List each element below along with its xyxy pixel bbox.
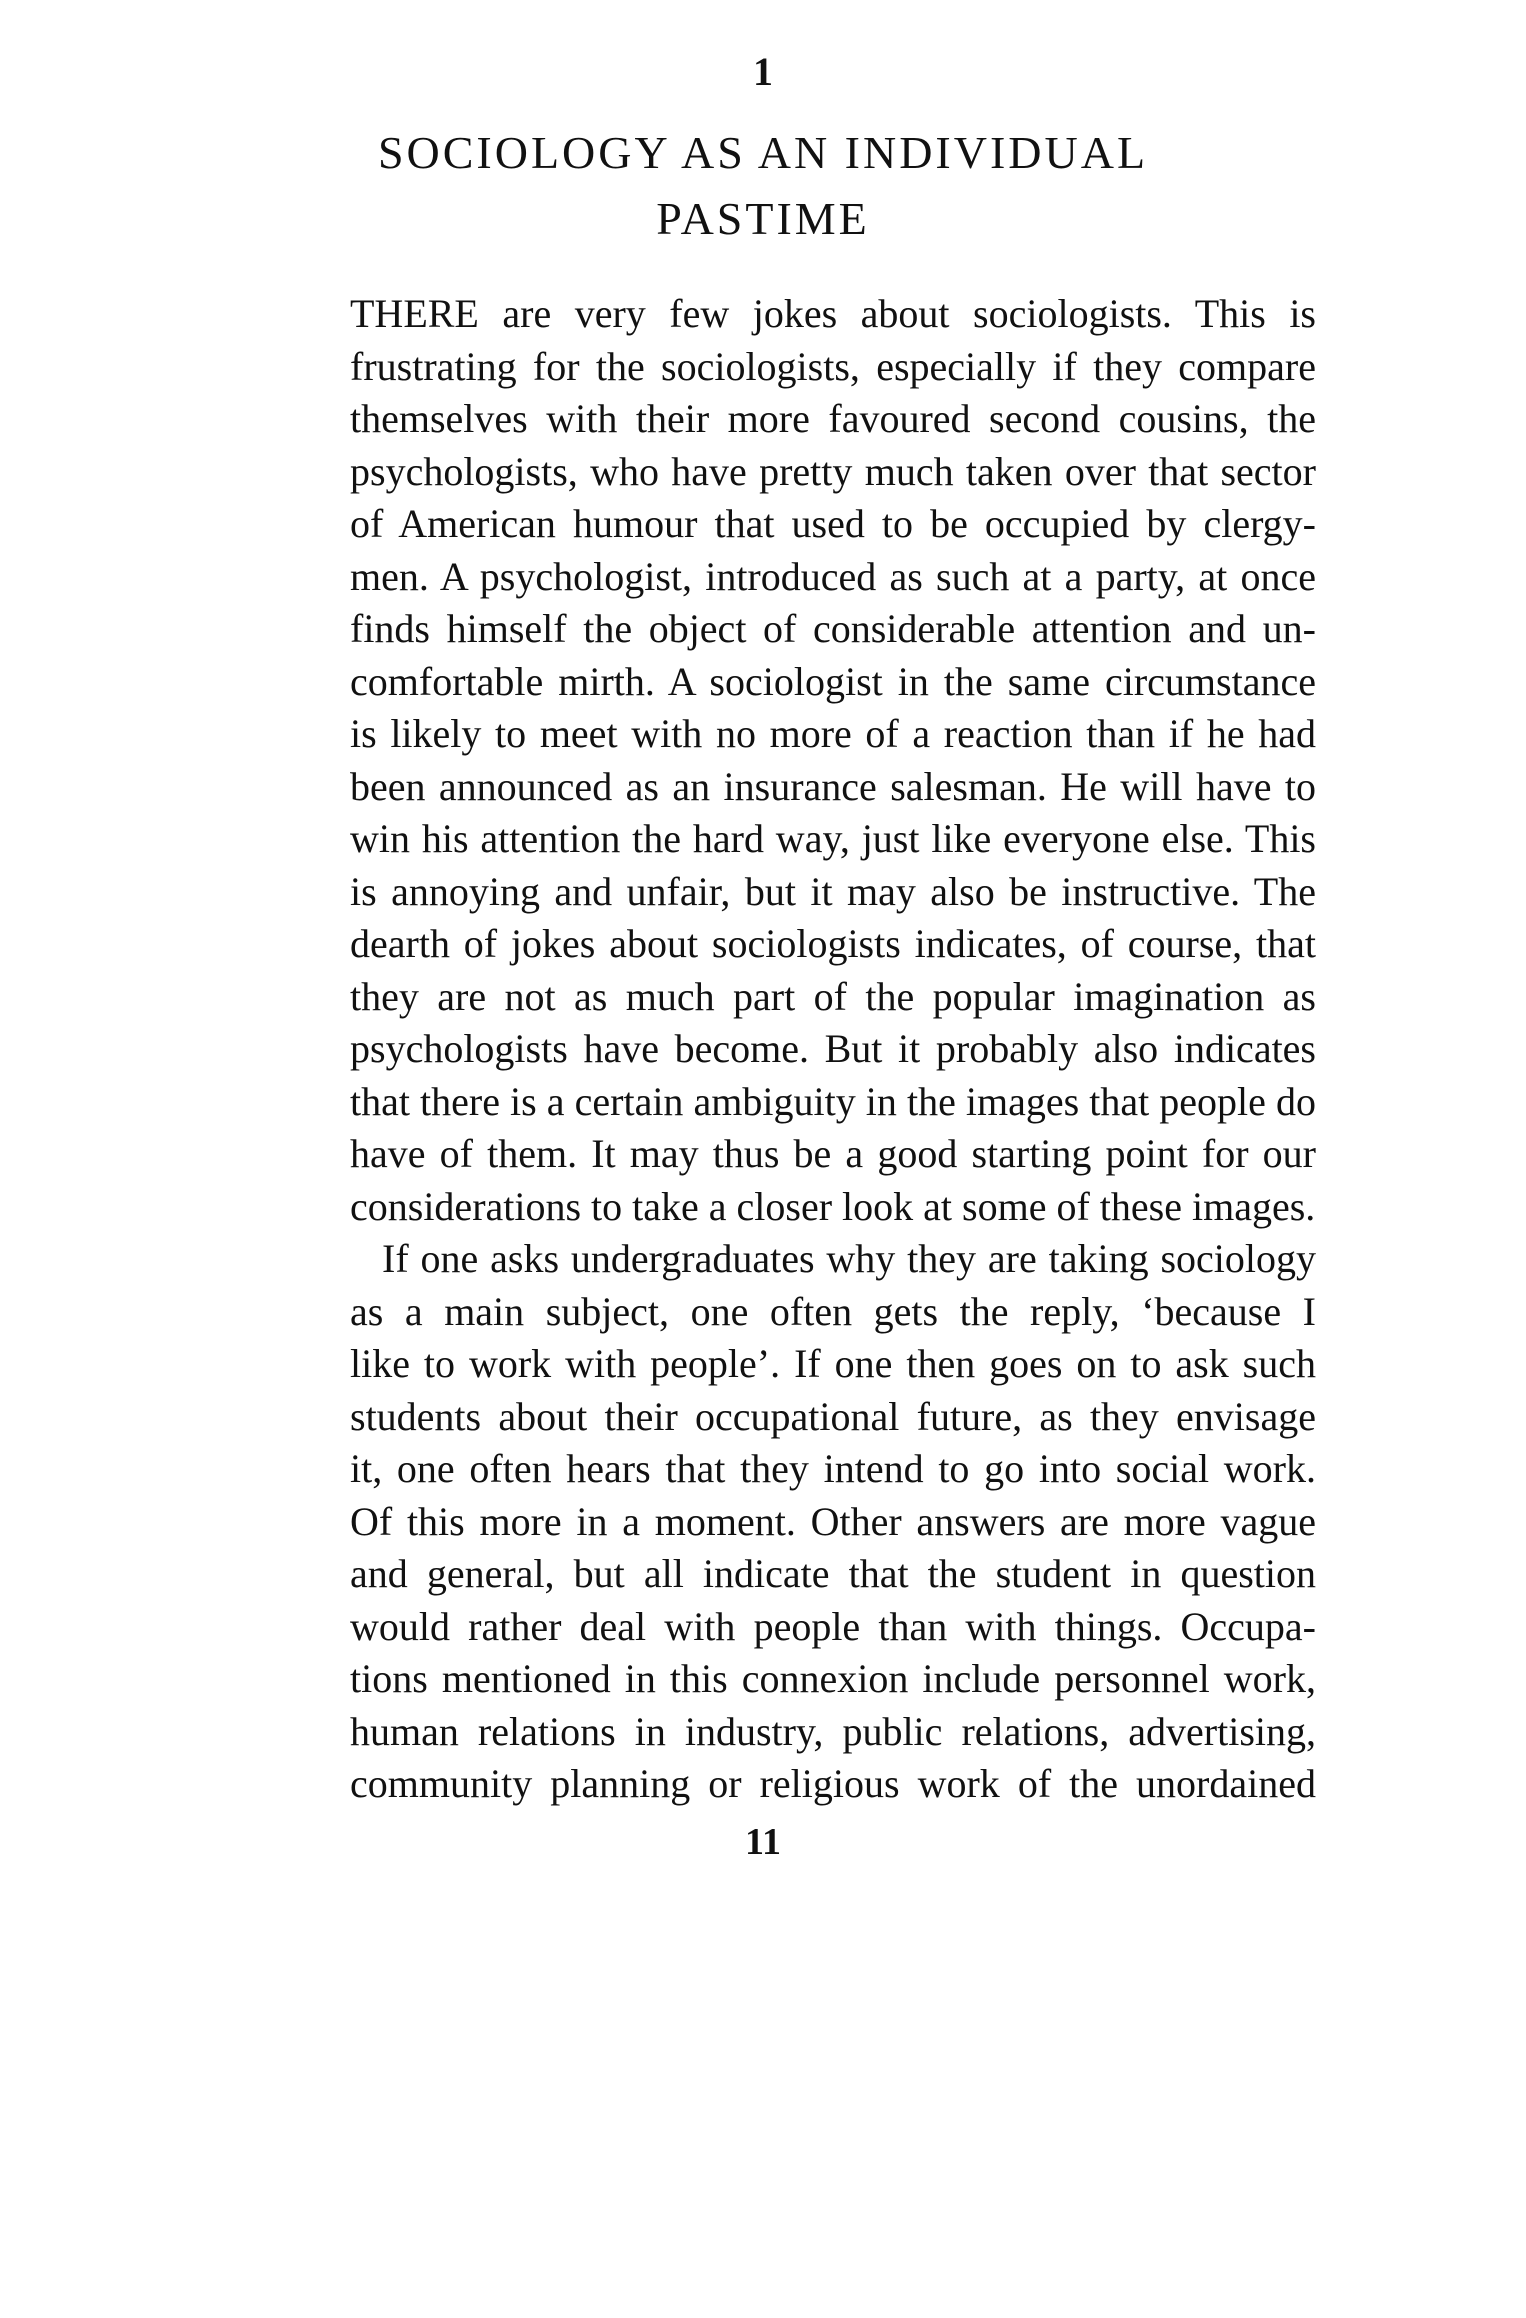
text-line: as a main subject, one often gets the reply, ‘because I	[350, 1288, 1316, 1334]
text-line: dearth of jokes about sociologists indicates, of course, that	[350, 921, 1316, 966]
text-line: of American humour that used to be occupied by clergy-	[350, 501, 1316, 546]
text-line: considerations to take a closer look at some of these images.	[350, 1183, 1316, 1229]
text-line: THERE are very few jokes about sociologists. This is	[350, 291, 1316, 336]
text-line: students about their occupational future, as they envisage	[350, 1393, 1316, 1439]
text-line: like to work with people’. If one then goes on to ask such	[350, 1341, 1316, 1386]
text-line: psychologists have become. But it probably also indicates	[350, 1026, 1316, 1071]
text-line: is annoying and unfair, but it may also be instructive. The	[350, 868, 1316, 914]
text-line: been announced as an insurance salesman. He will have to	[350, 763, 1316, 809]
chapter-title-line-2: PASTIME	[656, 193, 870, 244]
text-line: men. A psychologist, introduced as such at a party, at once	[350, 553, 1316, 599]
chapter-title	[0, 120, 1526, 252]
text-line: If one asks undergraduates why they are taking sociology	[382, 1236, 1316, 1281]
text-line: Of this more in a moment. Other answers are more vague	[350, 1498, 1316, 1544]
text-line: it, one often hears that they intend to go into social work.	[350, 1446, 1316, 1491]
text-line: and general, but all indicate that the student in question	[350, 1551, 1316, 1596]
text-line: finds himself the object of considerable attention and un-	[350, 606, 1316, 651]
text-line: win his attention the hard way, just like everyone else. This	[350, 816, 1316, 861]
chapter-title-line-1: SOCIOLOGY AS AN INDIVIDUAL	[377, 127, 1149, 178]
text-line: is likely to meet with no more of a reaction than if he had	[350, 711, 1316, 756]
text-line: frustrating for the sociologists, especially if they compare	[350, 343, 1316, 389]
text-line: they are not as much part of the popular imagination as	[350, 973, 1316, 1019]
text-line: that there is a certain ambiguity in the images that people do	[350, 1078, 1316, 1124]
paragraph-2	[350, 1233, 1316, 1811]
body-text	[350, 288, 1316, 1811]
text-line: tions mentioned in this connexion include personnel work,	[350, 1656, 1316, 1701]
text-line: community planning or religious work of the unordained	[350, 1761, 1316, 1806]
text-line: themselves with their more favoured second cousins, the	[350, 396, 1316, 441]
text-line: human relations in industry, public relations, advertising,	[350, 1708, 1316, 1754]
text-line: have of them. It may thus be a good starting point for our	[350, 1131, 1316, 1176]
paragraph-1	[350, 288, 1316, 1233]
text-line: comfortable mirth. A sociologist in the same circumstance	[350, 658, 1316, 704]
chapter-number: 1	[753, 49, 773, 94]
text-line: would rather deal with people than with things. Occupa-	[350, 1603, 1316, 1649]
text-line: psychologists, who have pretty much taken over that sector	[350, 448, 1316, 494]
drop-word: THERE	[350, 291, 479, 336]
page-number: 11	[745, 1821, 781, 1863]
